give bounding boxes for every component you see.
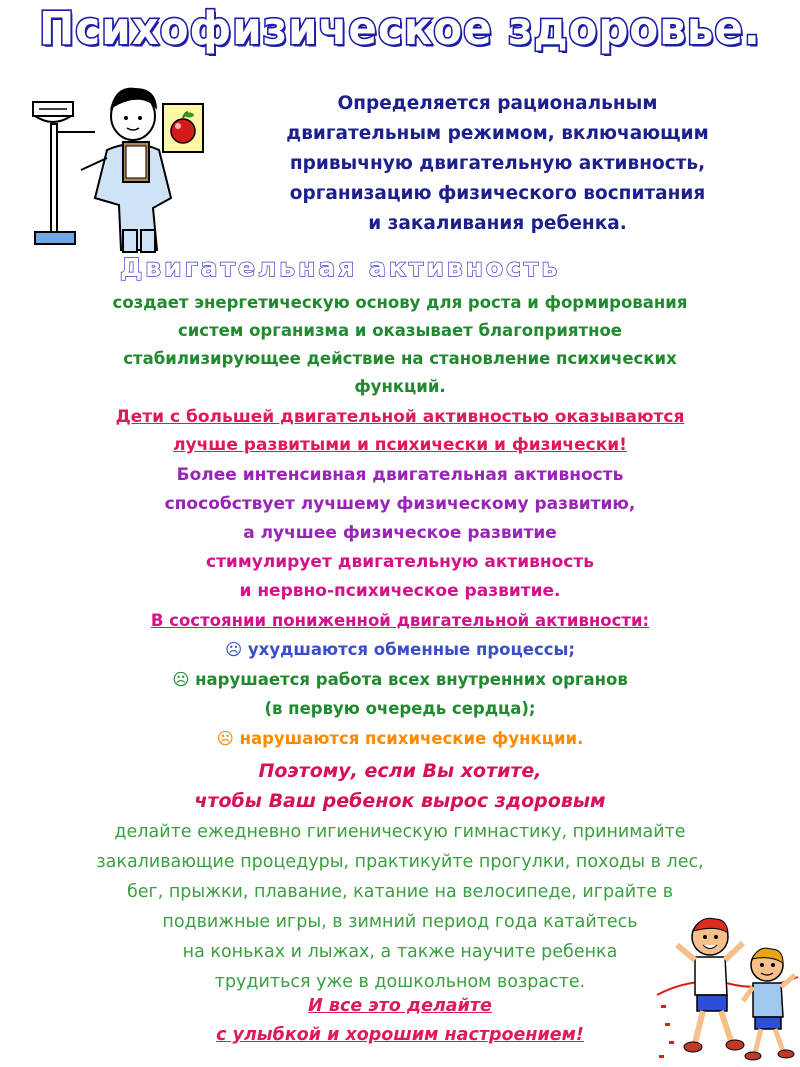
advice-line: бег, прыжки, плавание, катание на велосипеде, играйте в: [126, 882, 674, 902]
highlight-statement: [0, 403, 800, 459]
call-line: Поэтому, если Вы хотите,: [258, 760, 542, 782]
paragraph-line: создает энергетическую основу для роста и формирования: [112, 293, 688, 312]
intro-line: двигательным режимом, включающим: [286, 123, 709, 144]
intro-line: привычную двигательную активность,: [289, 153, 706, 174]
activity-paragraph: [0, 289, 800, 401]
statement-line: способствует лучшему физическому развитию,: [164, 494, 636, 514]
sad-face-icon: ☹: [216, 729, 234, 748]
bullet-item: [0, 670, 800, 689]
bullet-text: нарушаются психические функции.: [239, 729, 584, 748]
development-statement: [0, 461, 800, 548]
statement-line: Более интенсивная двигательная активность: [176, 465, 624, 485]
intro-line: и закаливания ребенка.: [368, 213, 627, 234]
call-line: чтобы Ваш ребенок вырос здоровым: [194, 790, 606, 812]
paragraph-line: стабилизирующее действие на становление психических: [123, 349, 677, 368]
highlight-line: Дети с большей двигательной активностью оказываются: [115, 407, 685, 427]
advice-line: закаливающие процедуры, практикуйте прогулки, походы в лес,: [96, 852, 704, 872]
section-subtitle: Двигательная активность: [120, 253, 561, 282]
bullet-continuation: (в первую очередь сердца);: [264, 699, 536, 718]
highlight-line: лучше развитыми и психически и физически!: [173, 435, 627, 455]
statement-line: и нервно-психическое развитие.: [239, 581, 561, 601]
paragraph-line: систем организма и оказывает благоприятное: [177, 321, 623, 340]
statement-line: стимулирует двигательную активность: [206, 552, 594, 572]
advice-line: делайте ежедневно гигиеническую гимнастику, принимайте: [114, 822, 686, 842]
call-to-action: [0, 756, 800, 816]
sad-face-icon: ☹: [172, 670, 190, 689]
advice-line: на коньках и лыжах, а также научите ребенка: [182, 942, 618, 962]
closing-line: И все это делайте: [308, 996, 492, 1016]
bullet-text: нарушается работа всех внутренних органов: [195, 670, 628, 689]
intro-line: организацию физического воспитания: [289, 183, 706, 204]
bullet-item: [0, 729, 800, 748]
intro-line: Определяется рациональным: [337, 93, 658, 114]
closing-line: с улыбкой и хорошим настроением!: [216, 1025, 584, 1045]
advice-line: трудиться уже в дошкольном возрасте.: [214, 972, 586, 992]
apple-card-icon: [160, 100, 208, 156]
sad-face-icon: ☹: [224, 640, 243, 659]
stimulation-statement: [0, 548, 800, 606]
advice-line: подвижные игры, в зимний период года катайтесь: [162, 912, 638, 932]
bullet-text: ухудшаются обменные процессы;: [247, 640, 576, 659]
intro-paragraph: [215, 89, 780, 239]
page-title: Психофизическое здоровье.: [39, 2, 761, 55]
statement-line: а лучшее физическое развитие: [243, 523, 557, 543]
bullet-item: [0, 640, 800, 659]
paragraph-line: функций.: [354, 377, 446, 396]
reduced-activity-heading: В состоянии пониженной двигательной активности:: [150, 611, 650, 630]
running-children-clipart: [655, 905, 800, 1065]
